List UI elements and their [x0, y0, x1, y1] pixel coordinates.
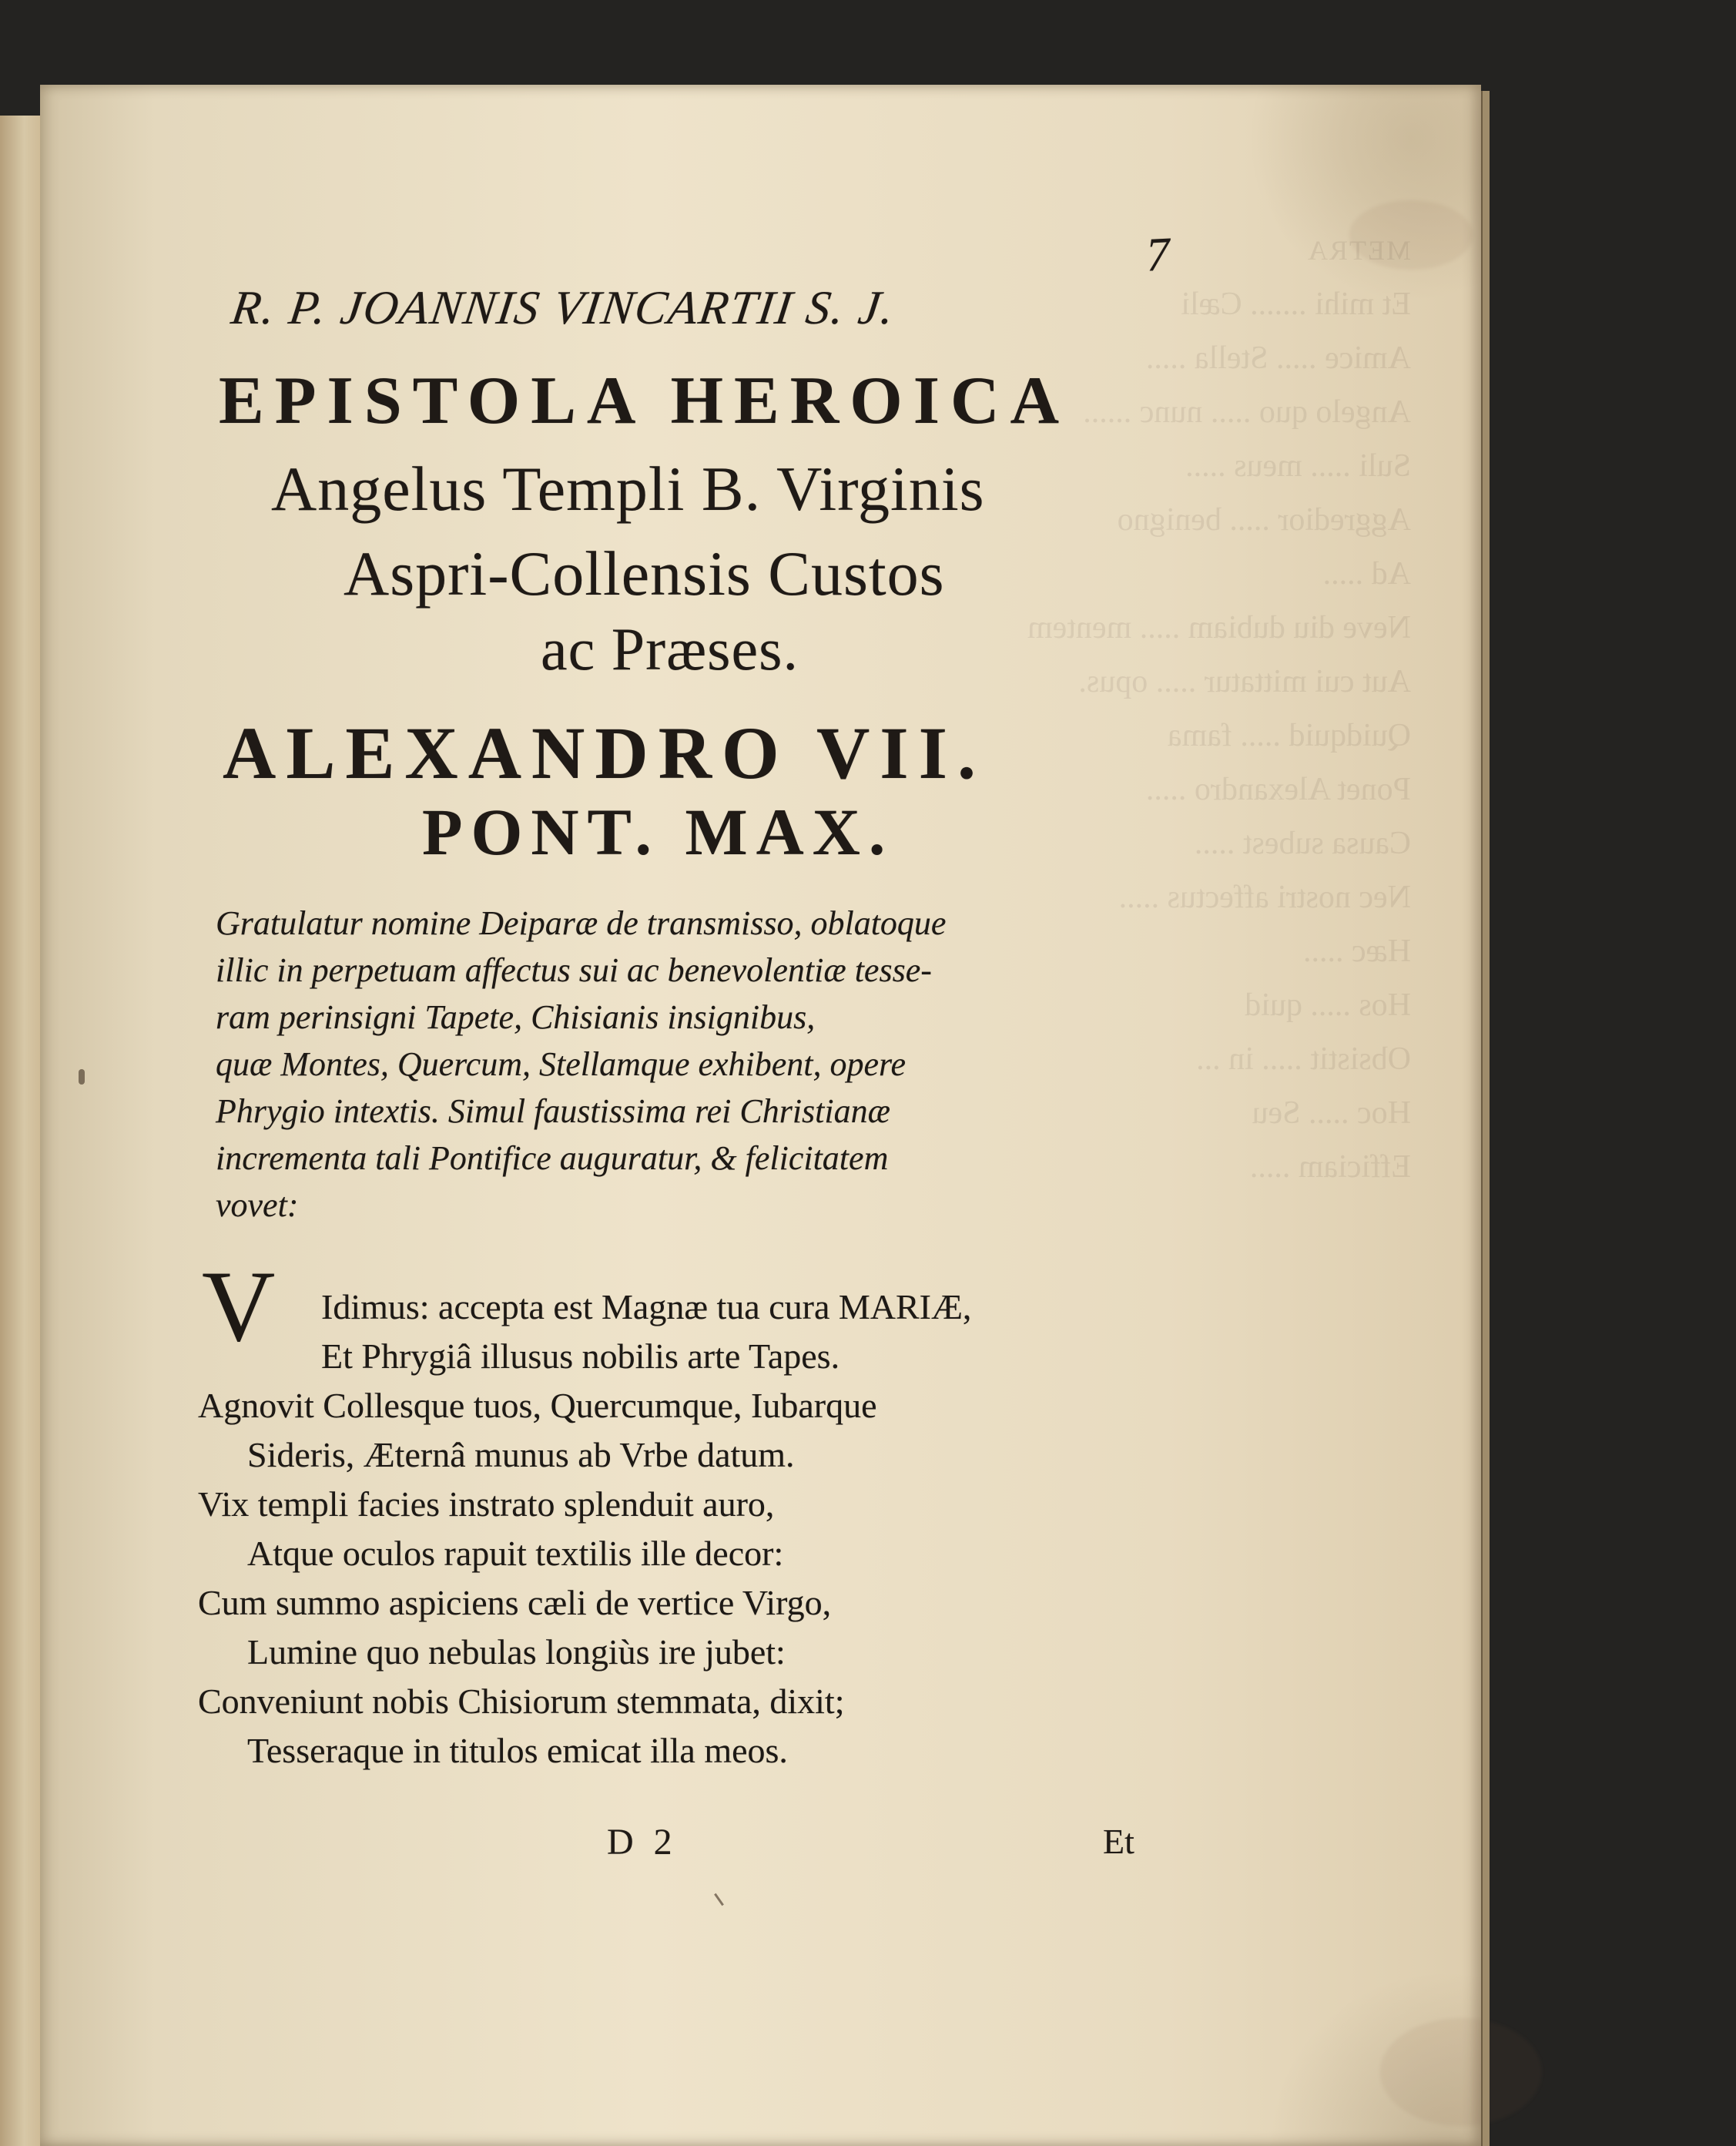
- subtitle-line: ac Præses.: [541, 615, 799, 682]
- main-title: EPISTOLA HEROICA: [219, 364, 1071, 438]
- recipient-line: ALEXANDRO VII.: [223, 712, 987, 794]
- argument-line: ram perinsigni Tapete, Chisianis insignibus,: [216, 998, 816, 1036]
- author-line: R. P. JOANNIS VINCARTII S. J.: [228, 282, 899, 334]
- signature-mark: D 2: [607, 1822, 678, 1863]
- recipient-line: PONT. MAX.: [422, 795, 894, 869]
- argument-line: quæ Montes, Quercum, Stellamque exhibent, opere: [216, 1045, 907, 1083]
- poem-line: Tesseraque in titulos emicat illa meos.: [247, 1731, 788, 1770]
- poem-line: Vix templi facies instrato splenduit auro,: [198, 1484, 775, 1524]
- show-through-texture: METRA Et mihi ....... Cæli Amice ..... Stella ..... Angelo quo ..... nunc ...... Suli ..... meus ..... Aggredior ..... benigno Ad ..... Neve diu dubiam ..... mentem Aut cui mittatur ..... opus. Quidquid ..... fama Ponet Alexandro ..... Causa subest ..... Nec nostri affectus ..... Hæc ..... Hos ..... quid Obsistit ..... in ... Hoc ..... Seu Efficiam .....: [1027, 235, 1411, 1185]
- argument-line: vovet:: [216, 1186, 299, 1224]
- drop-initial: V: [202, 1249, 276, 1363]
- poem-body: [198, 1283, 1168, 1775]
- poem-line: Conveniunt nobis Chisiorum stemmata, dixit;: [198, 1682, 845, 1721]
- poem-line: Et Phrygiâ illusus nobilis arte Tapes.: [321, 1336, 840, 1376]
- ink-mark: [79, 1069, 85, 1085]
- argument-line: illic in perpetuam affectus sui ac benevolentiæ tesse-: [216, 951, 932, 989]
- argument-line: Phrygio intextis. Simul faustissima rei Christianæ: [216, 1092, 890, 1130]
- poem-line: Atque oculos rapuit textilis ille decor:: [247, 1534, 784, 1573]
- right-page-edge: [1481, 91, 1490, 2146]
- poem-line: Idimus: accepta est Magnæ tua cura MARIÆ,: [321, 1287, 972, 1326]
- paper-stain: [1380, 2018, 1542, 2126]
- ink-mark: [714, 1893, 724, 1906]
- poem-line: Agnovit Collesque tuos, Quercumque, Iubarque: [198, 1386, 877, 1425]
- poem-line: Lumine quo nebulas longiùs ire jubet:: [247, 1632, 786, 1672]
- subtitle-line: Angelus Templi B. Virginis: [271, 454, 985, 524]
- argument-paragraph: [216, 900, 1163, 1229]
- catchword: Et: [1103, 1822, 1134, 1861]
- argument-line: Gratulatur nomine Deiparæ de transmisso, oblatoque: [216, 904, 947, 942]
- poem-line: Sideris, Æternâ munus ab Vrbe datum.: [247, 1435, 795, 1474]
- subtitle-line: Aspri-Collensis Custos: [344, 538, 945, 609]
- paper-stain: [1349, 200, 1473, 270]
- argument-line: incrementa tali Pontifice auguratur, & felicitatem: [216, 1139, 889, 1177]
- page-number: 7: [1144, 228, 1171, 282]
- printed-page: [40, 85, 1481, 2146]
- poem-line: Cum summo aspiciens cæli de vertice Virgo,: [198, 1583, 832, 1622]
